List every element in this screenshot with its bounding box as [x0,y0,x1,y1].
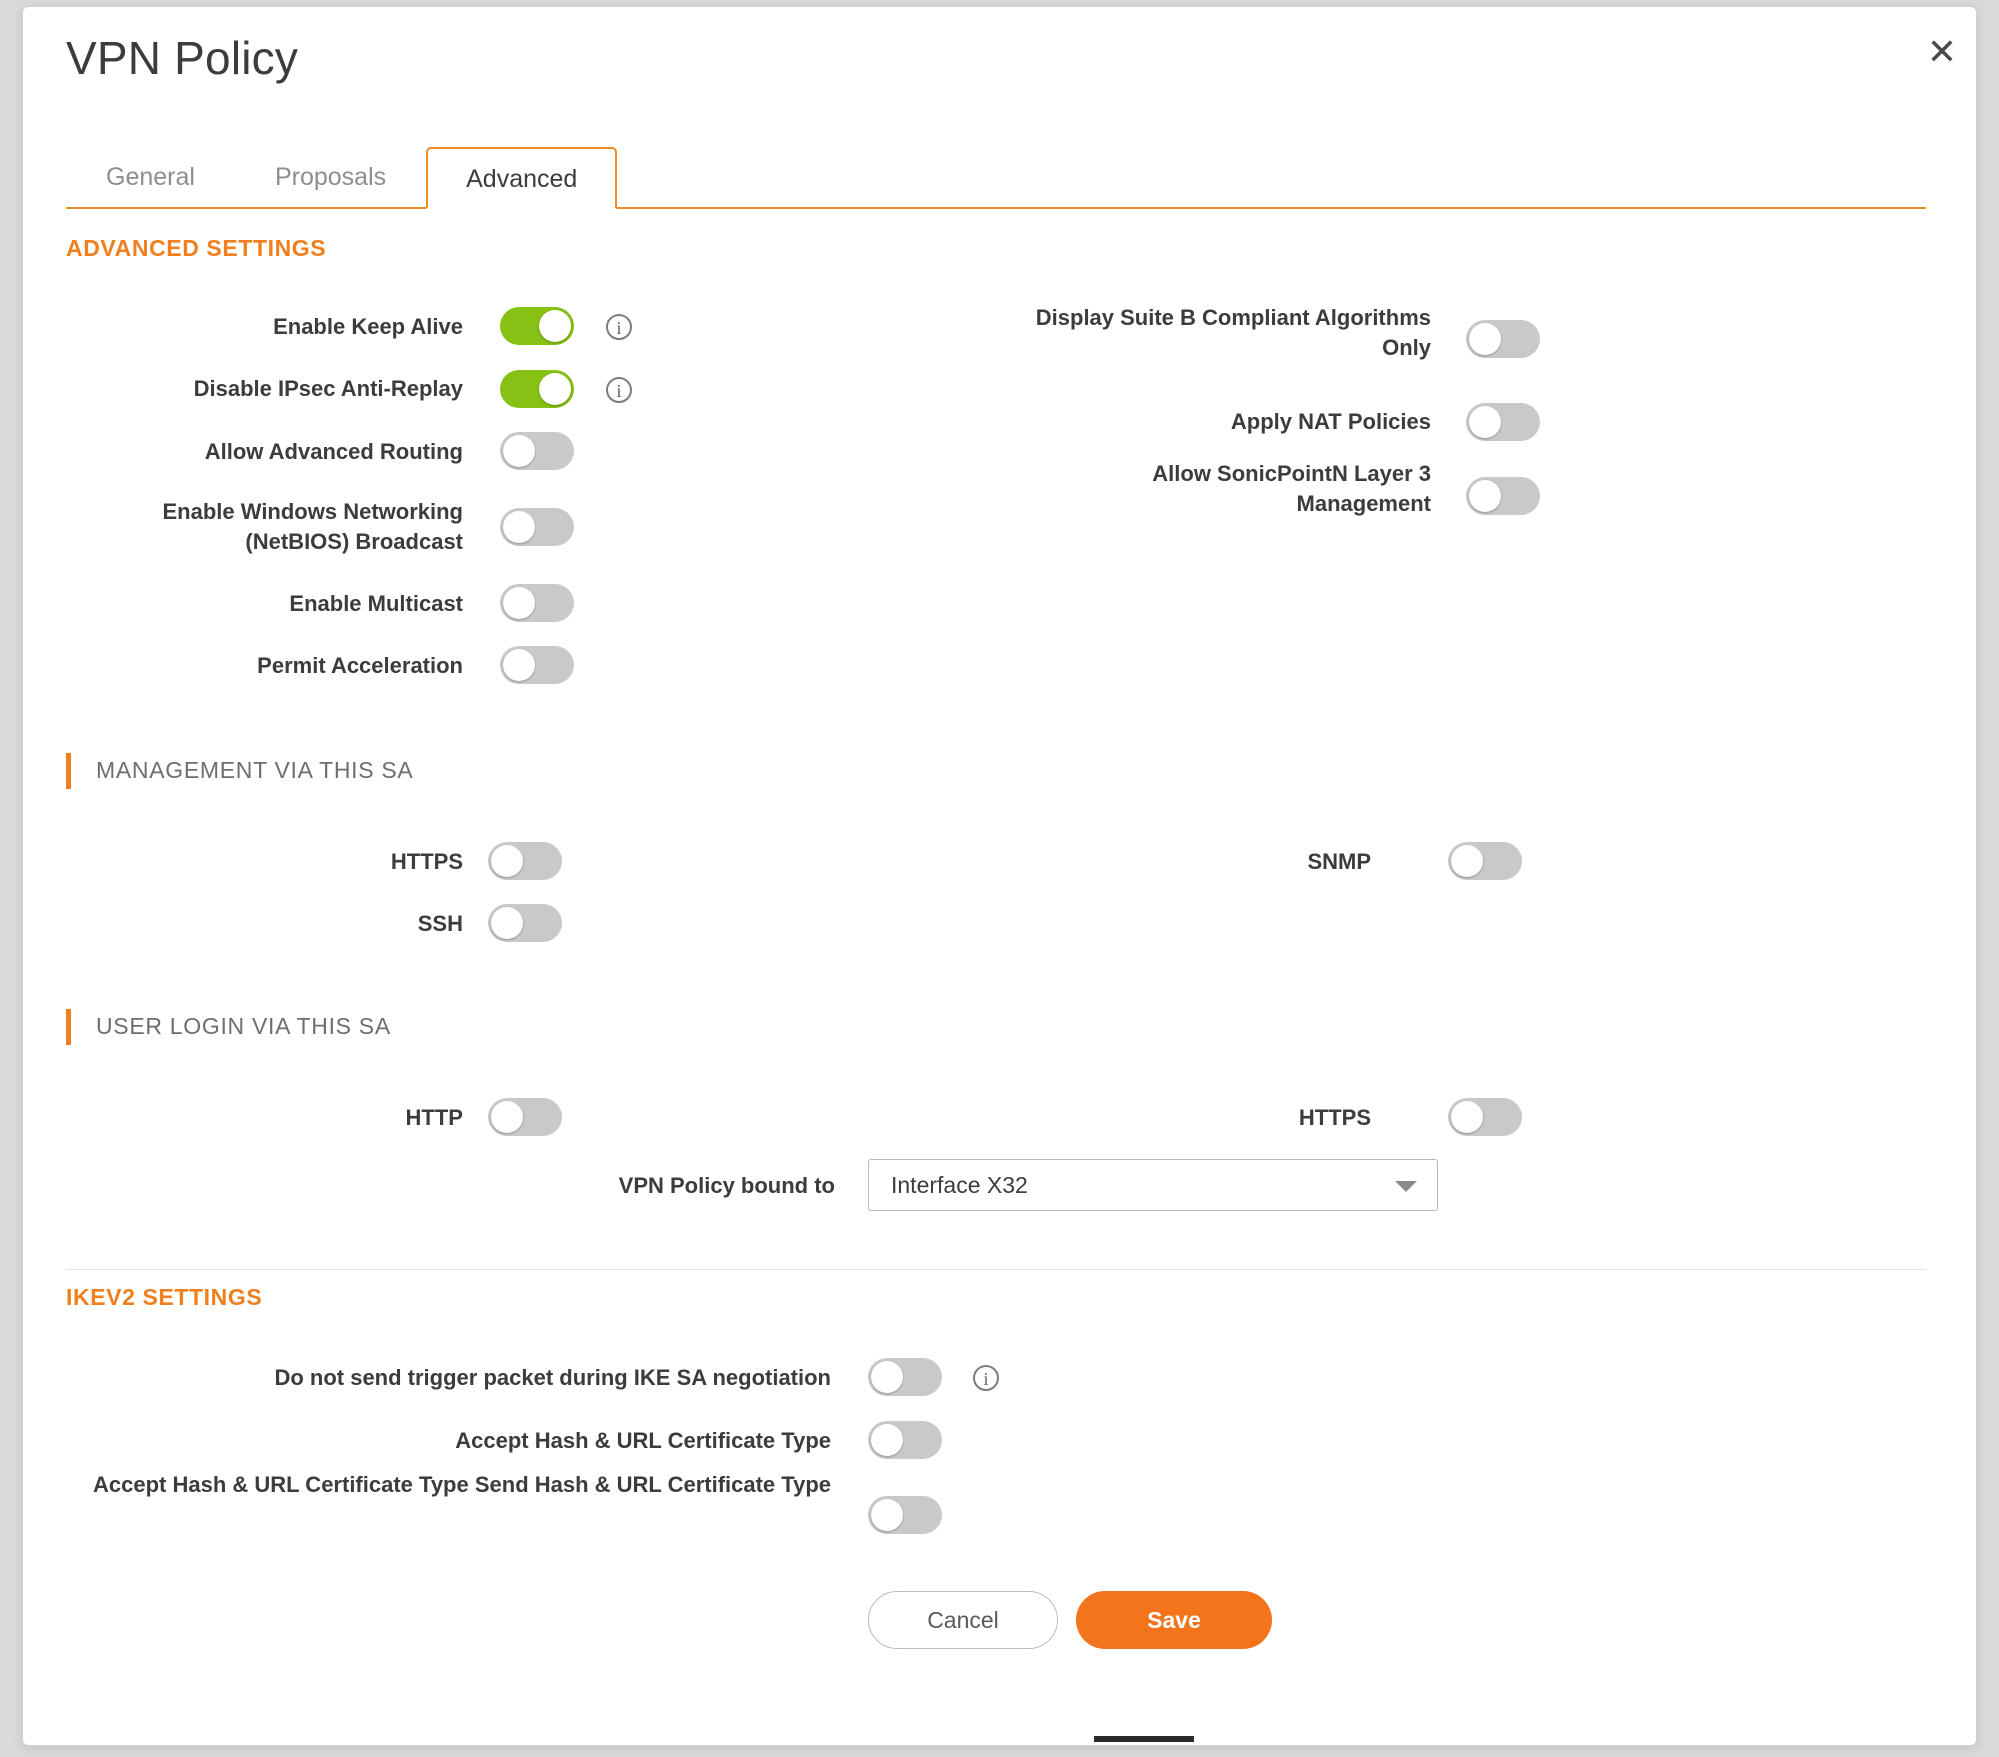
toggle-allow-sonicpointn-l3[interactable] [1466,477,1540,515]
toggle-enable-keep-alive[interactable] [500,307,574,345]
toggle-apply-nat-policies[interactable] [1466,403,1540,441]
label-enable-multicast: Enable Multicast [289,591,463,616]
label-enable-keep-alive: Enable Keep Alive [273,314,463,339]
label-allow-sonicpointn-l3: Allow SonicPointN Layer 3 Management [1152,461,1431,516]
label-management-snmp: SNMP [1307,849,1371,874]
label-user-login-https: HTTPS [1298,1105,1371,1130]
vpn-policy-bound-to-value: Interface X32 [891,1172,1028,1198]
label-display-suite-b: Display Suite B Compliant Algorithms Only [1035,305,1431,360]
info-icon-no-trigger-packet[interactable]: i [973,1365,999,1391]
toggle-management-https[interactable] [488,842,562,880]
label-management-ssh: SSH [417,911,463,936]
toggle-management-snmp[interactable] [1448,842,1522,880]
management-sa-heading: MANAGEMENT VIA THIS SA [66,757,413,784]
label-accept-hash-url-cert: Accept Hash & URL Certificate Type [455,1428,831,1453]
section-divider [66,1269,1926,1270]
info-icon-enable-keep-alive[interactable]: i [606,314,632,340]
toggle-accept-send-hash-url-cert[interactable] [868,1496,942,1534]
label-accept-send-hash-url-cert: Accept Hash & URL Certificate Type Send Hash & URL Certificate Type [93,1472,831,1497]
toggle-enable-netbios-broadcast[interactable] [500,508,574,546]
vpn-policy-bound-to-select[interactable] [868,1159,1438,1211]
save-button[interactable]: Save [1076,1591,1272,1649]
toggle-enable-multicast[interactable] [500,584,574,622]
vpn-policy-dialog [22,6,1977,1746]
tab-advanced[interactable]: Advanced [426,147,617,209]
toggle-permit-acceleration[interactable] [500,646,574,684]
tab-bar [66,147,1926,209]
page-title: VPN Policy [66,32,299,84]
info-icon-disable-ipsec-anti-replay[interactable]: i [606,377,632,403]
chevron-down-icon [1395,1181,1417,1192]
label-enable-netbios-broadcast: Enable Windows Networking (NetBIOS) Broadcast [162,499,463,554]
user-login-sa-heading: USER LOGIN VIA THIS SA [66,1013,391,1040]
label-vpn-policy-bound-to: VPN Policy bound to [618,1173,835,1198]
ikev2-settings-heading: IKEV2 SETTINGS [66,1284,263,1310]
bottom-strip [1094,1736,1194,1742]
label-user-login-http: HTTP [405,1105,463,1130]
toggle-accept-hash-url-cert[interactable] [868,1421,942,1459]
toggle-management-ssh[interactable] [488,904,562,942]
toggle-user-login-https[interactable] [1448,1098,1522,1136]
toggle-disable-ipsec-anti-replay[interactable] [500,370,574,408]
toggle-no-trigger-packet[interactable] [868,1358,942,1396]
toggle-allow-advanced-routing[interactable] [500,432,574,470]
label-apply-nat-policies: Apply NAT Policies [1230,409,1431,434]
label-no-trigger-packet: Do not send trigger packet during IKE SA negotiation [274,1365,831,1390]
label-allow-advanced-routing: Allow Advanced Routing [204,439,463,464]
close-icon[interactable]: ✕ [1926,32,1958,73]
tab-general[interactable]: General [106,163,195,191]
label-management-https: HTTPS [390,849,463,874]
toggle-user-login-http[interactable] [488,1098,562,1136]
label-permit-acceleration: Permit Acceleration [257,653,463,678]
cancel-button[interactable]: Cancel [868,1591,1058,1649]
toggle-display-suite-b[interactable] [1466,320,1540,358]
advanced-settings-heading: ADVANCED SETTINGS [66,235,327,261]
label-disable-ipsec-anti-replay: Disable IPsec Anti-Replay [193,376,463,401]
tab-proposals[interactable]: Proposals [274,163,387,191]
